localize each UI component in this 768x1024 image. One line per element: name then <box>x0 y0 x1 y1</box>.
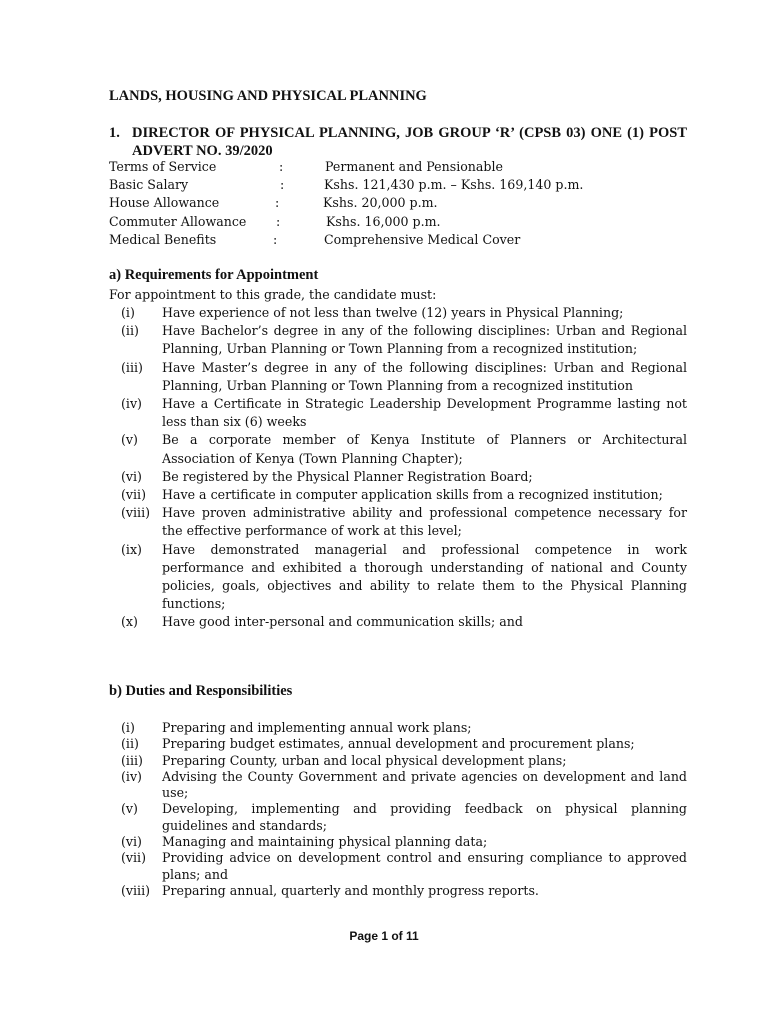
list-item <box>109 486 687 504</box>
list-item <box>109 720 687 736</box>
item-text: Be a corporate member of Kenya Institute of Planners or Architectural Association of Kenya (Town Planning Chapter); <box>162 432 687 466</box>
term-value: Kshs. 121,430 p.m. – Kshs. 169,140 p.m. <box>324 177 584 193</box>
item-number: (vi) <box>121 468 142 484</box>
duties-heading: b) Duties and Responsibilities <box>109 683 293 699</box>
job-number: 1. <box>109 125 120 141</box>
term-separator: : <box>279 159 284 174</box>
item-text: Have a certificate in computer application skills from a recognized institution; <box>162 487 663 503</box>
item-number: (ii) <box>121 323 139 339</box>
item-text: Preparing and implementing annual work plans; <box>162 720 472 735</box>
item-number: (viii) <box>121 505 151 521</box>
term-label: Terms of Service <box>109 159 217 174</box>
item-text: Have demonstrated managerial and professional competence in work performance and exhibited a thorough understanding of national and County policies, goals, objectives and ability to relate them to the Physical Planning functions; <box>162 541 687 612</box>
item-text: Managing and maintaining physical planning data; <box>162 834 488 850</box>
item-text: Have Bachelor’s degree in any of the following disciplines: Urban and Regional Planning, Urban Planning or Town Planning from a recognized institution; <box>162 323 687 357</box>
term-row <box>109 231 687 249</box>
item-number: (x) <box>121 614 138 630</box>
item-text: Have a Certificate in Strategic Leadership Development Programme lasting not less than six (6) weeks <box>162 396 687 430</box>
item-number: (iii) <box>121 752 143 768</box>
item-number: (vi) <box>121 834 142 850</box>
term-label: Medical Benefits <box>109 231 217 247</box>
term-separator: : <box>275 195 280 211</box>
item-number: (iv) <box>121 768 142 784</box>
item-text: Advising the County Government and private agencies on development and land use; <box>162 768 687 801</box>
job-title <box>109 124 687 160</box>
item-number: (vii) <box>121 850 146 866</box>
list-item <box>109 613 687 631</box>
item-text: Have good inter-personal and communication skills; and <box>162 614 523 630</box>
list-item <box>109 883 687 899</box>
list-item <box>109 801 687 834</box>
item-number: (iv) <box>121 396 142 412</box>
list-item <box>109 322 687 358</box>
term-separator: : <box>280 177 285 193</box>
item-number: (ii) <box>121 736 139 752</box>
item-text: Be registered by the Physical Planner Registration Board; <box>162 468 533 484</box>
item-text: Developing, implementing and providing feedback on physical planning guidelines and standards; <box>162 801 687 833</box>
item-number: (iii) <box>121 359 143 375</box>
item-text: Preparing annual, quarterly and monthly progress reports. <box>162 882 539 898</box>
list-item <box>109 541 687 614</box>
list-item <box>109 769 687 802</box>
list-item <box>109 395 687 431</box>
term-value: Kshs. 16,000 p.m. <box>326 213 441 229</box>
term-separator: : <box>276 213 281 229</box>
term-row <box>109 194 687 212</box>
list-item <box>109 850 687 883</box>
item-text: Have Master’s degree in any of the following disciplines: Urban and Regional Planning, Urban Planning or Town Planning from a recognized institution <box>162 359 687 393</box>
item-text: Have experience of not less than twelve (12) years in Physical Planning; <box>162 305 624 320</box>
item-number: (viii) <box>121 882 151 898</box>
requirements-list <box>109 304 687 632</box>
item-number: (vii) <box>121 487 146 503</box>
term-label: Commuter Allowance <box>109 213 247 229</box>
job-title-text: DIRECTOR OF PHYSICAL PLANNING, JOB GROUP ‘R’ (CPSB 03) ONE (1) POST ADVERT NO. 39/2020 <box>132 125 687 159</box>
item-number: (i) <box>121 305 135 320</box>
term-row <box>109 158 687 176</box>
requirements-intro: For appointment to this grade, the candidate must: <box>109 287 437 302</box>
item-text: Providing advice on development control and ensuring compliance to approved plans; and <box>162 850 687 882</box>
list-item <box>109 304 687 322</box>
list-item <box>109 753 687 769</box>
list-item <box>109 834 687 850</box>
list-item <box>109 504 687 540</box>
list-item <box>109 431 687 467</box>
item-text: Have proven administrative ability and professional competence necessary for the effective performance of work at this level; <box>162 505 687 539</box>
item-text: Preparing budget estimates, annual development and procurement plans; <box>162 736 635 752</box>
item-number: (v) <box>121 432 138 448</box>
term-separator: : <box>273 231 278 247</box>
term-row <box>109 213 687 231</box>
term-value: Permanent and Pensionable <box>325 159 503 174</box>
item-number: (i) <box>121 720 135 735</box>
department-heading: LANDS, HOUSING AND PHYSICAL PLANNING <box>109 88 427 104</box>
term-row <box>109 176 687 194</box>
term-value: Comprehensive Medical Cover <box>324 231 521 247</box>
page-footer: Page 1 of 11 <box>349 929 419 943</box>
term-label: Basic Salary <box>109 177 189 193</box>
requirements-heading: a) Requirements for Appointment <box>109 267 319 283</box>
duties-list <box>109 720 687 899</box>
list-item <box>109 468 687 486</box>
item-text: Preparing County, urban and local physical development plans; <box>162 752 567 768</box>
list-item <box>109 359 687 395</box>
term-label: House Allowance <box>109 195 220 211</box>
item-number: (ix) <box>121 541 142 557</box>
term-value: Kshs. 20,000 p.m. <box>323 195 438 211</box>
item-number: (v) <box>121 801 138 817</box>
list-item <box>109 736 687 752</box>
terms-table <box>109 158 687 249</box>
